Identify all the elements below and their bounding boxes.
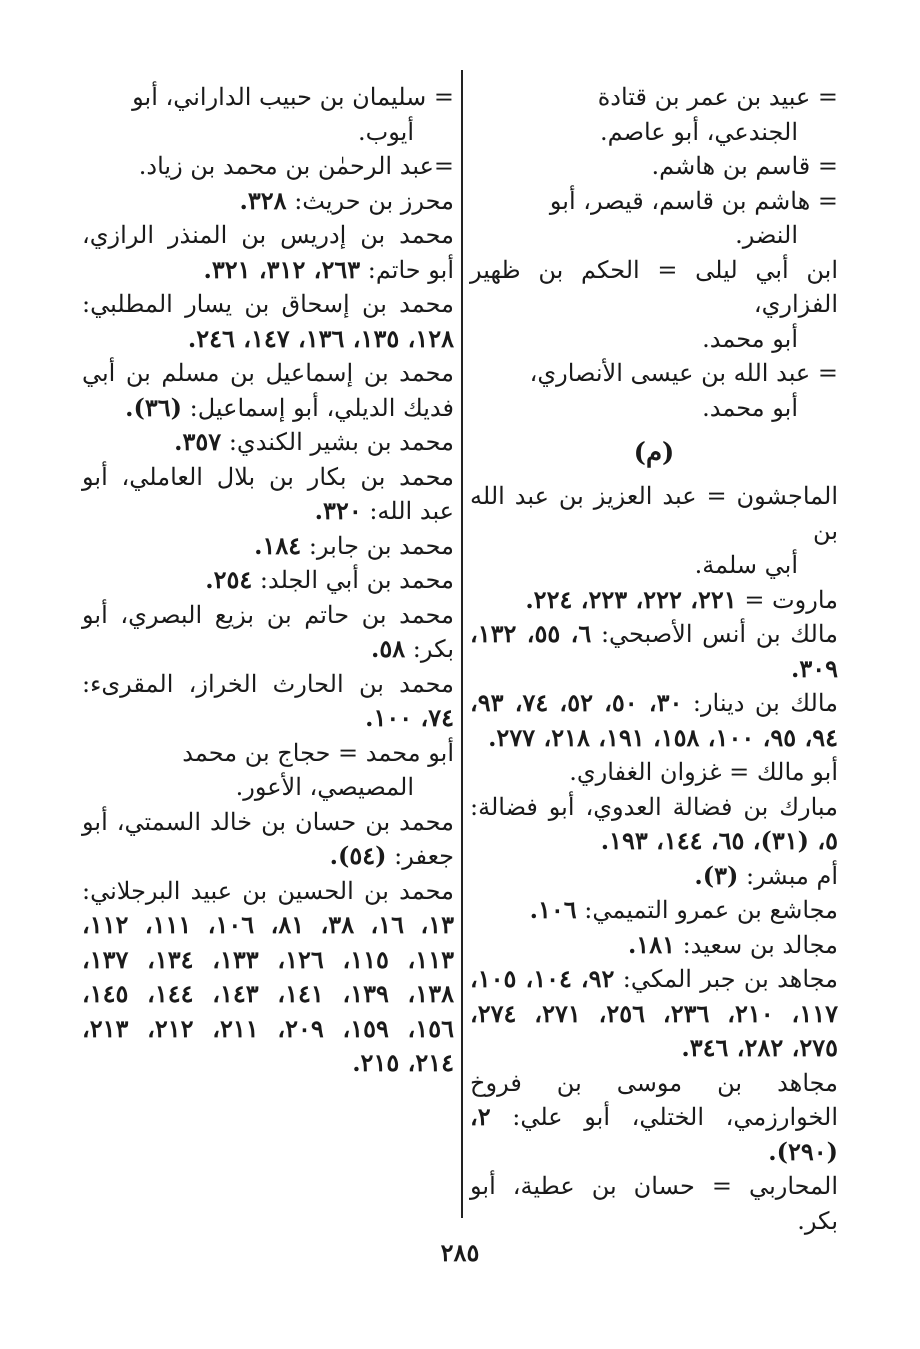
entry-name: ابن أبي ليلى = الحكم بن ظهير الفزاري، bbox=[470, 255, 838, 318]
entry-name: محمد بن إدريس بن المنذر الرازي، أبو حاتم: bbox=[82, 221, 454, 284]
index-entry bbox=[470, 893, 838, 928]
index-entry bbox=[470, 928, 838, 963]
entry-page-refs: ٥٨. bbox=[370, 634, 406, 663]
entry-name: محمد بن الحارث الخراز، المقرىء: bbox=[82, 669, 454, 698]
index-entry bbox=[470, 1169, 838, 1238]
index-entry bbox=[82, 667, 454, 736]
entry-name: مجالد بن سعيد: bbox=[674, 930, 838, 959]
entry-page-refs: ٧٤، ١٠٠. bbox=[365, 703, 454, 732]
entry-continuation: أبو محمد. bbox=[702, 324, 798, 353]
entry-name: محمد بن جابر: bbox=[301, 531, 454, 560]
entry-page-refs: ٢٥٤. bbox=[205, 565, 253, 594]
index-entry bbox=[470, 253, 838, 357]
entry-page-refs: ٢، (٢٩٠). bbox=[470, 1102, 838, 1166]
entry-page-refs: ٥، (٣١)، ٦٥، ١٤٤، ١٩٣. bbox=[600, 826, 838, 855]
entry-name: مجاهد بن موسى بن فروخ الخوارزمي، الختلي، أبو علي: bbox=[470, 1068, 838, 1131]
entry-name: أم مبشر: bbox=[738, 861, 838, 890]
index-entry bbox=[470, 1066, 838, 1170]
entry-name: أبو مالك = غزوان الغفاري. bbox=[569, 758, 838, 786]
entry-name: مالك بن دينار: bbox=[682, 689, 839, 717]
entry-page-refs: ١٨١. bbox=[627, 929, 675, 959]
entry-name: = قاسم بن هاشم. bbox=[651, 152, 838, 180]
index-entry bbox=[82, 356, 454, 425]
index-entry bbox=[470, 184, 838, 253]
entry-name: = هاشم بن قاسم، قيصر، أبو bbox=[549, 186, 838, 215]
index-entry bbox=[82, 460, 454, 529]
index-entry bbox=[82, 287, 454, 356]
column-divider bbox=[461, 70, 463, 1218]
index-entry bbox=[82, 598, 454, 667]
entries-top bbox=[470, 80, 838, 425]
entry-name: الماجشون = عبد العزيز بن عبد الله بن bbox=[470, 482, 838, 545]
index-entry bbox=[82, 563, 454, 598]
index-entry bbox=[470, 790, 838, 859]
index-entry bbox=[470, 755, 838, 790]
entry-page-refs: ١٣، ١٦، ٣٨، ٨١، ١٠٦، ١١١، ١١٢، ١١٣، ١١٥، ١٢٦، ١٣٣، ١٣٤، ١٣٧، ١٣٨، ١٣٩، ١٤١، ١٤٣، ١٤٤، ١٤٥، ١٥٦، ١٥٩، ٢٠٩، ٢١١، ٢١٢، ٢١٣، ٢١٤، ٢١٥. bbox=[82, 910, 455, 1077]
entry-name: محرز بن حريث: bbox=[286, 186, 454, 215]
entry-page-refs: ١٠٦. bbox=[529, 895, 577, 924]
entry-name: محمد بن بشير الكندي: bbox=[221, 428, 454, 456]
index-entry bbox=[470, 686, 838, 755]
index-entry bbox=[470, 859, 838, 894]
entry-name: محمد بن أبي الجلد: bbox=[252, 566, 454, 594]
entry-name: مالك بن أنس الأصبحي: bbox=[591, 620, 838, 648]
index-entry bbox=[82, 529, 454, 564]
index-entry bbox=[82, 80, 454, 149]
entry-name: = عبد الله بن عيسى الأنصاري، bbox=[529, 359, 838, 387]
entry-page-refs: (٥٤). bbox=[329, 841, 387, 870]
entry-continuation: الجندعي، أبو عاصم. bbox=[600, 117, 798, 146]
entry-name: ماروت = bbox=[736, 585, 838, 614]
index-entry bbox=[470, 356, 838, 425]
entry-name: مجاهد بن جبر المكي: bbox=[614, 965, 839, 993]
index-column-right bbox=[470, 80, 838, 1238]
entry-page-refs: ٩٢، ١٠٤، ١٠٥، ١١٧، ٢١٠، ٢٣٦، ٢٥٦، ٢٧١، ٢٧٤، ٢٧٥، ٢٨٢، ٣٤٦. bbox=[470, 964, 838, 1062]
entry-name: المحاربي = حسان بن عطية، أبو بكر. bbox=[470, 1172, 838, 1235]
index-entry bbox=[470, 617, 838, 686]
index-entry bbox=[82, 874, 454, 1081]
index-entry bbox=[82, 184, 454, 219]
entry-continuation: المصيصي، الأعور. bbox=[235, 773, 414, 801]
index-entry bbox=[470, 149, 838, 184]
entry-page-refs: ١٨٤. bbox=[254, 530, 302, 560]
index-column-left bbox=[82, 80, 454, 1081]
entry-name: محمد بن حسان بن خالد السمتي، أبو جعفر: bbox=[82, 807, 454, 870]
entry-name: محمد بن إسحاق بن يسار المطلبي: bbox=[82, 290, 454, 318]
entry-page-refs: ٢٢١، ٢٢٢، ٢٢٣، ٢٢٤. bbox=[525, 584, 737, 614]
index-entry bbox=[82, 425, 454, 460]
entry-page-refs: (٣). bbox=[694, 860, 739, 890]
index-entry bbox=[470, 583, 838, 618]
entry-page-refs: ٣٢٠. bbox=[314, 496, 362, 525]
entry-name: محمد بن حاتم بن بزيع البصري، أبو بكر: bbox=[82, 600, 454, 663]
entry-name: محمد بن بكار بن بلال العاملي، أبو عبد الله: bbox=[82, 462, 454, 525]
entry-continuation: أيوب. bbox=[358, 117, 414, 146]
entry-page-refs: ٣٥٧. bbox=[174, 427, 222, 456]
entry-name: أبو محمد = حجاج بن محمد bbox=[182, 738, 454, 767]
index-entry bbox=[82, 805, 454, 874]
page-number: ٢٨٥ bbox=[440, 1238, 480, 1267]
entry-page-refs: (٣٦). bbox=[125, 392, 183, 422]
section-letter-heading: (م) bbox=[633, 438, 675, 468]
index-entry bbox=[470, 962, 838, 1066]
entries-left bbox=[82, 80, 454, 1081]
entry-name: = سليمان بن حبيب الداراني، أبو bbox=[132, 83, 454, 111]
index-entry bbox=[82, 736, 454, 805]
index-entry bbox=[82, 149, 454, 184]
index-entry bbox=[470, 80, 838, 149]
entry-continuation: النضر. bbox=[735, 221, 798, 249]
entry-page-refs: ١٢٨، ١٣٥، ١٣٦، ١٤٧، ٢٤٦. bbox=[187, 323, 454, 353]
entry-name: محمد بن الحسين بن عبيد البرجلاني: bbox=[82, 876, 454, 905]
entry-continuation: أبو محمد. bbox=[702, 393, 798, 422]
index-entry bbox=[470, 479, 838, 583]
entry-name: =عبد الرحمٰن بن محمد بن زياد. bbox=[138, 152, 454, 180]
index-entry bbox=[82, 218, 454, 287]
entry-name: = عبيد بن عمر بن قتادة bbox=[597, 83, 838, 111]
entry-name: محمد بن إسماعيل بن مسلم بن أبي فديك الديلي، أبو إسماعيل: bbox=[82, 359, 454, 422]
entry-page-refs: ٢٦٣، ٣١٢، ٣٢١. bbox=[203, 254, 361, 284]
entry-continuation: أبي سلمة. bbox=[694, 551, 798, 579]
entry-page-refs: ٣٠، ٥٠، ٥٢، ٧٤، ٩٣، ٩٤، ٩٥، ١٠٠، ١٥٨، ١٩١، ٢١٨، ٢٧٧. bbox=[470, 688, 838, 752]
entries-bottom bbox=[470, 479, 838, 1238]
entry-name: مبارك بن فضالة العدوي، أبو فضالة: bbox=[470, 792, 838, 821]
entry-page-refs: ٣٢٨. bbox=[239, 185, 287, 215]
entry-name: مجاشع بن عمرو التميمي: bbox=[576, 896, 838, 924]
entry-page-refs: ٦، ٥٥، ١٣٢، ٣٠٩. bbox=[470, 619, 838, 683]
